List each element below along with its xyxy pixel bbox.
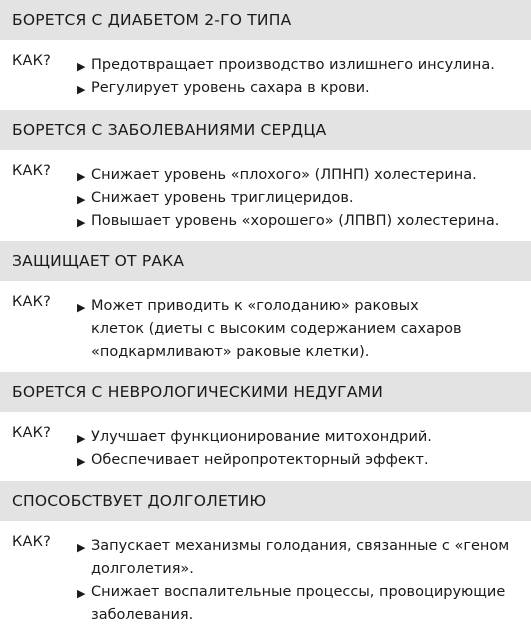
how-label: КАК? <box>12 425 52 441</box>
triangle-bullet-icon: ▶ <box>77 83 86 96</box>
benefit-text-line: Регулирует уровень сахара в крови. <box>91 80 370 96</box>
triangle-bullet-icon: ▶ <box>77 60 86 73</box>
benefit-text-line: Снижает уровень «плохого» (ЛПНП) холестерина. <box>91 167 477 183</box>
benefit-text-line: клеток (диеты с высоким содержанием сахаров <box>91 321 462 337</box>
how-label: КАК? <box>12 163 52 179</box>
triangle-bullet-icon: ▶ <box>77 455 86 468</box>
triangle-bullet-icon: ▶ <box>77 301 86 314</box>
benefit-items <box>77 54 527 100</box>
benefit-text-line: Запускает механизмы голодания, связанные с «геном <box>91 538 510 554</box>
benefit-item <box>77 426 527 449</box>
section-heading: СПОСОБСТВУЕТ ДОЛГОЛЕТИЮ <box>0 481 531 521</box>
section-heading: БОРЕТСЯ С ДИАБЕТОМ 2-ГО ТИПА <box>0 0 531 40</box>
benefit-text-line: Снижает уровень триглицеридов. <box>91 190 354 206</box>
benefit-text-line: Снижает воспалительные процессы, провоцирующие <box>91 584 506 600</box>
benefit-text-line: Улучшает функционирование митохондрий. <box>91 429 432 445</box>
benefit-text-line: Предотвращает производство излишнего инсулина. <box>91 57 495 73</box>
benefit-items <box>77 426 527 472</box>
benefit-items <box>77 535 527 627</box>
benefit-item <box>77 449 527 472</box>
benefit-text-line: Обеспечивает нейропротекторный эффект. <box>91 452 429 468</box>
triangle-bullet-icon: ▶ <box>77 587 86 600</box>
how-label: КАК? <box>12 534 52 550</box>
benefit-item <box>77 164 527 187</box>
benefit-item <box>77 77 527 100</box>
section-heading: БОРЕТСЯ С НЕВРОЛОГИЧЕСКИМИ НЕДУГАМИ <box>0 372 531 412</box>
section-heading: БОРЕТСЯ С ЗАБОЛЕВАНИЯМИ СЕРДЦА <box>0 110 531 150</box>
benefit-text-line: «подкармливают» раковые клетки). <box>91 344 370 360</box>
section-heading: ЗАЩИЩАЕТ ОТ РАКА <box>0 241 531 281</box>
benefit-text-line: Может приводить к «голоданию» раковых <box>91 298 419 314</box>
benefit-text-line: заболевания. <box>91 607 194 623</box>
triangle-bullet-icon: ▶ <box>77 216 86 229</box>
benefit-text-line: Повышает уровень «хорошего» (ЛПВП) холестерина. <box>91 213 500 229</box>
benefit-item <box>77 581 527 627</box>
benefit-text-line: долголетия». <box>91 561 194 577</box>
how-label: КАК? <box>12 53 52 69</box>
benefit-item <box>77 210 527 233</box>
benefit-items <box>77 295 527 364</box>
triangle-bullet-icon: ▶ <box>77 541 86 554</box>
triangle-bullet-icon: ▶ <box>77 432 86 445</box>
triangle-bullet-icon: ▶ <box>77 170 86 183</box>
benefit-item <box>77 295 527 364</box>
triangle-bullet-icon: ▶ <box>77 193 86 206</box>
benefit-item <box>77 187 527 210</box>
benefit-item <box>77 54 527 77</box>
benefit-items <box>77 164 527 233</box>
benefit-item <box>77 535 527 581</box>
how-label: КАК? <box>12 294 52 310</box>
